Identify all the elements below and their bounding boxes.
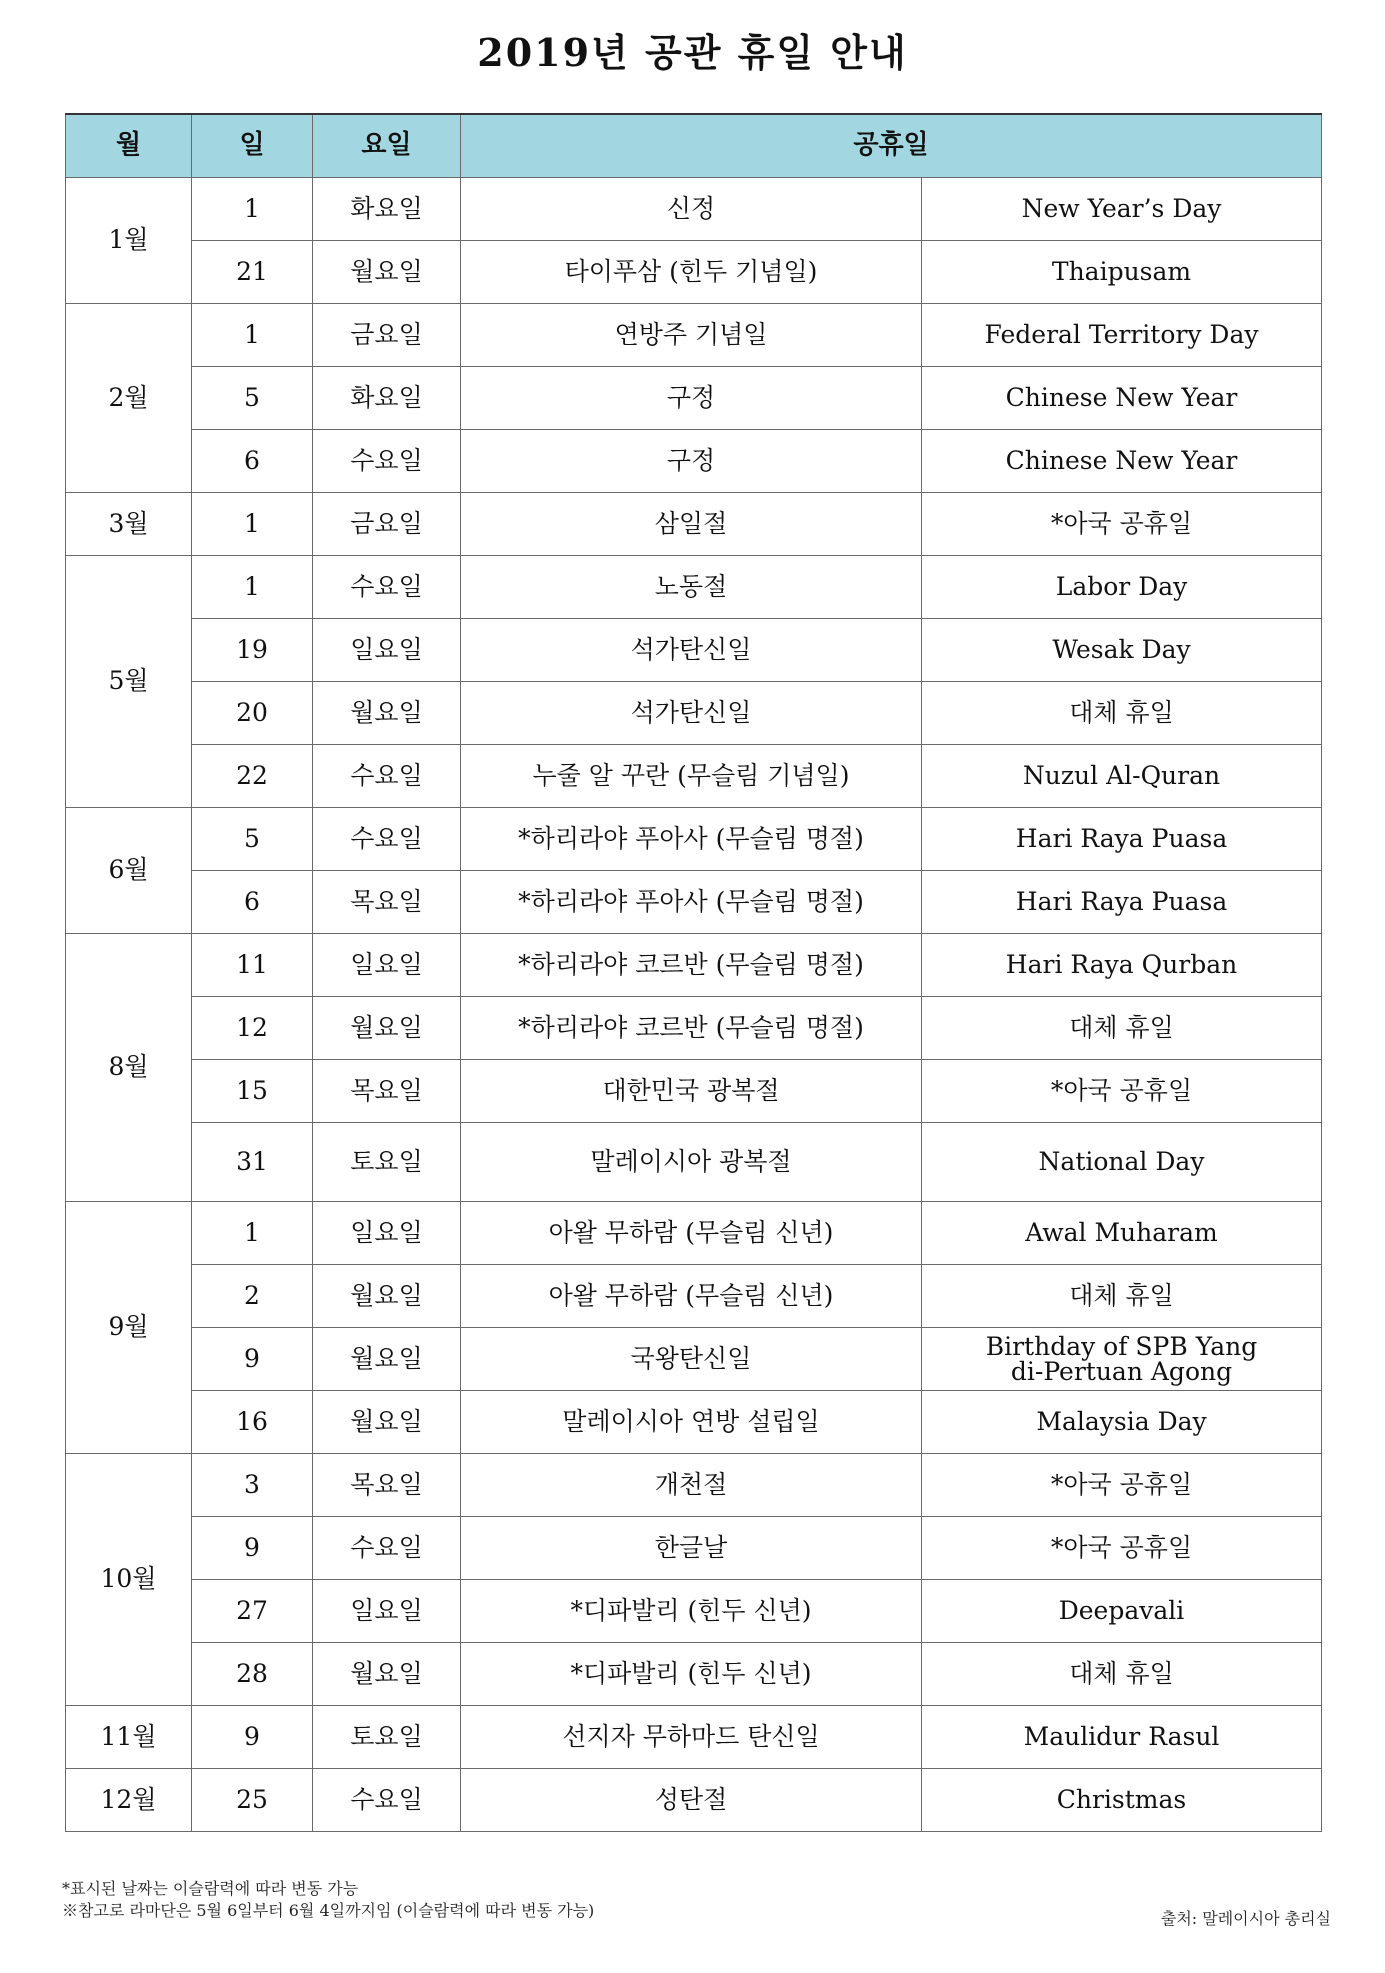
day-cell: 11 bbox=[192, 934, 313, 997]
day-cell: 25 bbox=[192, 1769, 313, 1832]
table-row bbox=[66, 1265, 1322, 1328]
holiday-korean-cell: 구정 bbox=[461, 367, 922, 430]
table-row bbox=[66, 304, 1322, 367]
day-cell: 6 bbox=[192, 430, 313, 493]
day-cell: 31 bbox=[192, 1123, 313, 1202]
holiday-korean-cell: 삼일절 bbox=[461, 493, 922, 556]
holiday-english-cell: *아국 공휴일 bbox=[922, 1517, 1322, 1580]
holiday-table bbox=[65, 113, 1322, 1832]
weekday-cell: 목요일 bbox=[313, 871, 461, 934]
holiday-english-cell: Federal Territory Day bbox=[922, 304, 1322, 367]
table-row bbox=[66, 871, 1322, 934]
holiday-english-cell: Nuzul Al-Quran bbox=[922, 745, 1322, 808]
table-row bbox=[66, 178, 1322, 241]
holiday-korean-cell: 연방주 기념일 bbox=[461, 304, 922, 367]
day-cell: 5 bbox=[192, 808, 313, 871]
month-cell: 1월 bbox=[66, 178, 192, 304]
holiday-english-cell: Birthday of SPB Yang di-Pertuan Agong bbox=[922, 1328, 1322, 1391]
holiday-table-body bbox=[66, 178, 1322, 1832]
table-row bbox=[66, 367, 1322, 430]
weekday-cell: 목요일 bbox=[313, 1060, 461, 1123]
month-cell: 10월 bbox=[66, 1454, 192, 1706]
holiday-english-cell: *아국 공휴일 bbox=[922, 493, 1322, 556]
holiday-english-cell: Hari Raya Qurban bbox=[922, 934, 1322, 997]
table-row bbox=[66, 1517, 1322, 1580]
day-cell: 1 bbox=[192, 178, 313, 241]
footnote-variable-dates: *표시된 날짜는 이슬람력에 따라 변동 가능 bbox=[62, 1879, 359, 1898]
table-row bbox=[66, 745, 1322, 808]
holiday-english-cell: *아국 공휴일 bbox=[922, 1454, 1322, 1517]
holiday-english-cell: Christmas bbox=[922, 1769, 1322, 1832]
weekday-cell: 월요일 bbox=[313, 1265, 461, 1328]
holiday-korean-cell: 신정 bbox=[461, 178, 922, 241]
day-cell: 1 bbox=[192, 1202, 313, 1265]
table-row bbox=[66, 1454, 1322, 1517]
weekday-cell: 수요일 bbox=[313, 1517, 461, 1580]
holiday-english-cell: Wesak Day bbox=[922, 619, 1322, 682]
weekday-cell: 일요일 bbox=[313, 934, 461, 997]
holiday-english-cell: Hari Raya Puasa bbox=[922, 808, 1322, 871]
month-cell: 3월 bbox=[66, 493, 192, 556]
holiday-korean-cell: 석가탄신일 bbox=[461, 619, 922, 682]
day-cell: 28 bbox=[192, 1643, 313, 1706]
table-header-row bbox=[66, 114, 1322, 178]
table-row bbox=[66, 934, 1322, 997]
holiday-english-cell: Malaysia Day bbox=[922, 1391, 1322, 1454]
weekday-cell: 월요일 bbox=[313, 1391, 461, 1454]
header-weekday: 요일 bbox=[313, 114, 461, 178]
holiday-english-cell: 대체 휴일 bbox=[922, 997, 1322, 1060]
holiday-english-cell: Chinese New Year bbox=[922, 430, 1322, 493]
month-cell: 5월 bbox=[66, 556, 192, 808]
holiday-english-cell: New Year’s Day bbox=[922, 178, 1322, 241]
table-row bbox=[66, 1202, 1322, 1265]
holiday-korean-cell: 타이푸삼 (힌두 기념일) bbox=[461, 241, 922, 304]
holiday-korean-cell: *하리라야 코르반 (무슬림 명절) bbox=[461, 934, 922, 997]
day-cell: 12 bbox=[192, 997, 313, 1060]
day-cell: 1 bbox=[192, 304, 313, 367]
day-cell: 5 bbox=[192, 367, 313, 430]
table-row bbox=[66, 1328, 1322, 1391]
page-title: 2019년 공관 휴일 안내 bbox=[477, 30, 908, 75]
month-cell: 6월 bbox=[66, 808, 192, 934]
holiday-english-cell: Chinese New Year bbox=[922, 367, 1322, 430]
day-cell: 21 bbox=[192, 241, 313, 304]
holiday-korean-cell: *하리라야 푸아사 (무슬림 명절) bbox=[461, 871, 922, 934]
holiday-korean-cell: 대한민국 광복절 bbox=[461, 1060, 922, 1123]
weekday-cell: 화요일 bbox=[313, 367, 461, 430]
weekday-cell: 수요일 bbox=[313, 556, 461, 619]
day-cell: 15 bbox=[192, 1060, 313, 1123]
holiday-english-cell: Labor Day bbox=[922, 556, 1322, 619]
table-row bbox=[66, 808, 1322, 871]
weekday-cell: 월요일 bbox=[313, 997, 461, 1060]
holiday-korean-cell: 누줄 알 꾸란 (무슬림 기념일) bbox=[461, 745, 922, 808]
table-row bbox=[66, 1391, 1322, 1454]
table-row bbox=[66, 556, 1322, 619]
month-cell: 12월 bbox=[66, 1769, 192, 1832]
table-row bbox=[66, 1123, 1322, 1202]
holiday-korean-cell: 구정 bbox=[461, 430, 922, 493]
day-cell: 22 bbox=[192, 745, 313, 808]
holiday-english-cell: Thaipusam bbox=[922, 241, 1322, 304]
weekday-cell: 일요일 bbox=[313, 619, 461, 682]
holiday-english-cell: Maulidur Rasul bbox=[922, 1706, 1322, 1769]
source-note: 출처: 말레이시아 총리실 bbox=[1160, 1909, 1331, 1928]
holiday-korean-cell: 한글날 bbox=[461, 1517, 922, 1580]
header-day: 일 bbox=[192, 114, 313, 178]
holiday-english-cell: 대체 휴일 bbox=[922, 1643, 1322, 1706]
day-cell: 9 bbox=[192, 1706, 313, 1769]
weekday-cell: 수요일 bbox=[313, 1769, 461, 1832]
table-row bbox=[66, 1643, 1322, 1706]
weekday-cell: 수요일 bbox=[313, 808, 461, 871]
day-cell: 2 bbox=[192, 1265, 313, 1328]
day-cell: 6 bbox=[192, 871, 313, 934]
weekday-cell: 금요일 bbox=[313, 304, 461, 367]
holiday-korean-cell: 국왕탄신일 bbox=[461, 1328, 922, 1391]
holiday-english-cell: Deepavali bbox=[922, 1580, 1322, 1643]
day-cell: 20 bbox=[192, 682, 313, 745]
footnote-ramadan: ※참고로 라마단은 5월 6일부터 6월 4일까지임 (이슬람력에 따라 변동 가능) bbox=[62, 1901, 595, 1920]
day-cell: 9 bbox=[192, 1517, 313, 1580]
month-cell: 8월 bbox=[66, 934, 192, 1202]
day-cell: 1 bbox=[192, 493, 313, 556]
holiday-korean-cell: 아왈 무하람 (무슬림 신년) bbox=[461, 1265, 922, 1328]
weekday-cell: 수요일 bbox=[313, 745, 461, 808]
weekday-cell: 월요일 bbox=[313, 1643, 461, 1706]
holiday-korean-cell: 개천절 bbox=[461, 1454, 922, 1517]
holiday-korean-cell: 아왈 무하람 (무슬림 신년) bbox=[461, 1202, 922, 1265]
day-cell: 3 bbox=[192, 1454, 313, 1517]
day-cell: 19 bbox=[192, 619, 313, 682]
month-cell: 9월 bbox=[66, 1202, 192, 1454]
weekday-cell: 수요일 bbox=[313, 430, 461, 493]
holiday-english-cell: Hari Raya Puasa bbox=[922, 871, 1322, 934]
table-row bbox=[66, 241, 1322, 304]
weekday-cell: 월요일 bbox=[313, 241, 461, 304]
weekday-cell: 목요일 bbox=[313, 1454, 461, 1517]
table-row bbox=[66, 619, 1322, 682]
table-row bbox=[66, 493, 1322, 556]
table-row bbox=[66, 1060, 1322, 1123]
holiday-english-cell: 대체 휴일 bbox=[922, 682, 1322, 745]
holiday-english-cell: 대체 휴일 bbox=[922, 1265, 1322, 1328]
holiday-english-cell: National Day bbox=[922, 1123, 1322, 1202]
table-row bbox=[66, 1706, 1322, 1769]
table-row bbox=[66, 430, 1322, 493]
weekday-cell: 일요일 bbox=[313, 1202, 461, 1265]
month-cell: 2월 bbox=[66, 304, 192, 493]
weekday-cell: 토요일 bbox=[313, 1123, 461, 1202]
weekday-cell: 화요일 bbox=[313, 178, 461, 241]
holiday-korean-cell: 선지자 무하마드 탄신일 bbox=[461, 1706, 922, 1769]
weekday-cell: 토요일 bbox=[313, 1706, 461, 1769]
holiday-korean-cell: 노동절 bbox=[461, 556, 922, 619]
table-row bbox=[66, 1580, 1322, 1643]
holiday-korean-cell: 말레이시아 광복절 bbox=[461, 1123, 922, 1202]
weekday-cell: 일요일 bbox=[313, 1580, 461, 1643]
day-cell: 27 bbox=[192, 1580, 313, 1643]
holiday-english-cell: *아국 공휴일 bbox=[922, 1060, 1322, 1123]
holiday-korean-cell: *디파발리 (힌두 신년) bbox=[461, 1643, 922, 1706]
table-row bbox=[66, 997, 1322, 1060]
holiday-english-cell: Awal Muharam bbox=[922, 1202, 1322, 1265]
holiday-korean-cell: 성탄절 bbox=[461, 1769, 922, 1832]
month-cell: 11월 bbox=[66, 1706, 192, 1769]
day-cell: 16 bbox=[192, 1391, 313, 1454]
weekday-cell: 월요일 bbox=[313, 1328, 461, 1391]
day-cell: 9 bbox=[192, 1328, 313, 1391]
header-month: 월 bbox=[66, 114, 192, 178]
holiday-korean-cell: *디파발리 (힌두 신년) bbox=[461, 1580, 922, 1643]
weekday-cell: 월요일 bbox=[313, 682, 461, 745]
holiday-korean-cell: 말레이시아 연방 설립일 bbox=[461, 1391, 922, 1454]
weekday-cell: 금요일 bbox=[313, 493, 461, 556]
day-cell: 1 bbox=[192, 556, 313, 619]
table-row bbox=[66, 1769, 1322, 1832]
table-row bbox=[66, 682, 1322, 745]
holiday-korean-cell: *하리라야 푸아사 (무슬림 명절) bbox=[461, 808, 922, 871]
header-holiday: 공휴일 bbox=[461, 114, 1322, 178]
holiday-korean-cell: *하리라야 코르반 (무슬림 명절) bbox=[461, 997, 922, 1060]
holiday-korean-cell: 석가탄신일 bbox=[461, 682, 922, 745]
